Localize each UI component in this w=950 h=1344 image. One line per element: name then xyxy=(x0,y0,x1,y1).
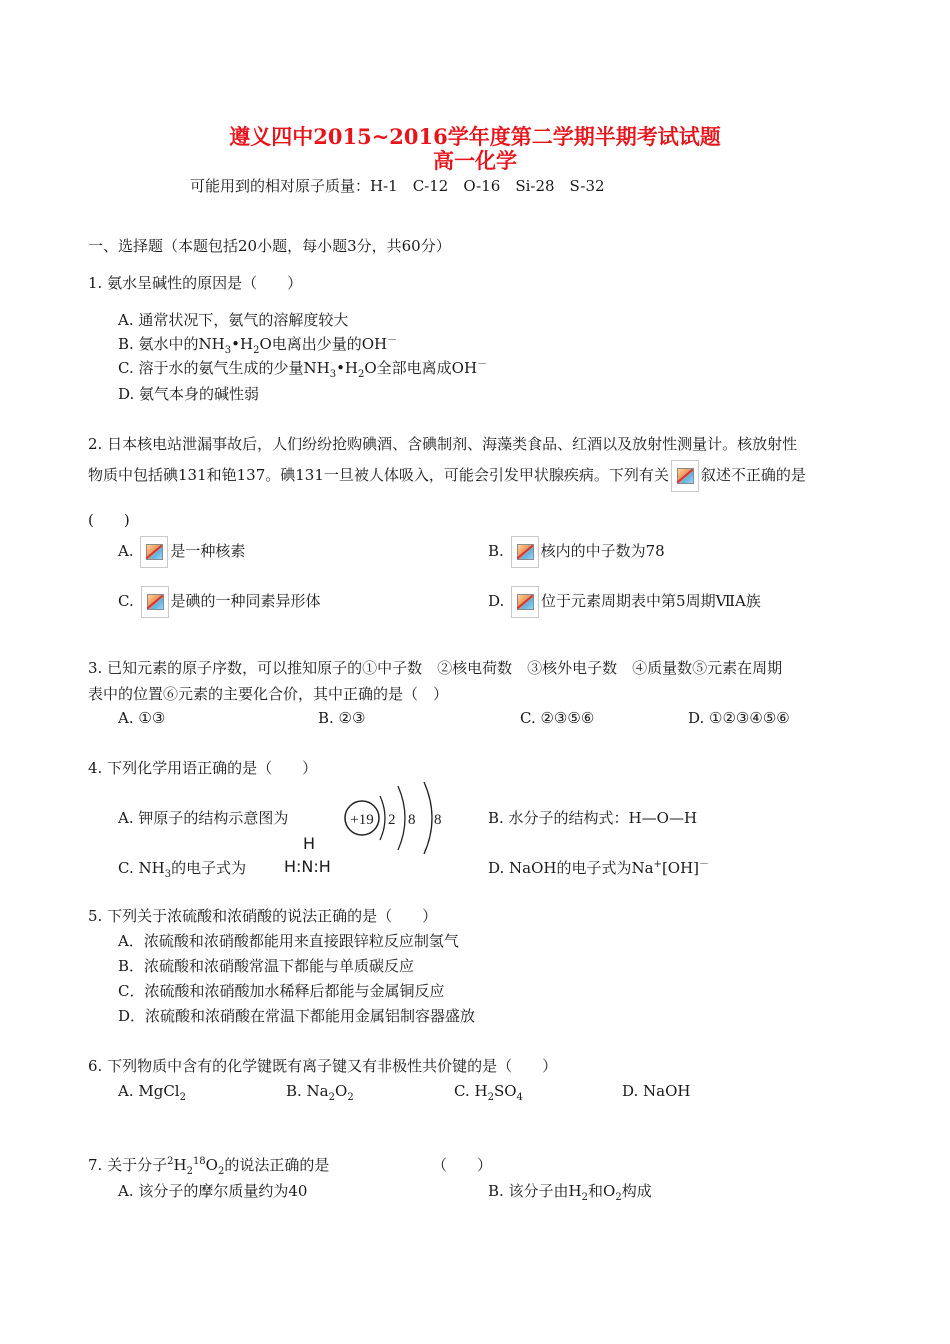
q4-option-c: C. $NH_3$的电子式为 xyxy=(118,859,247,880)
isotope-image-icon xyxy=(511,586,539,618)
shell-count: 8 xyxy=(408,812,416,828)
q6-option-b: B. $Na_2O_2$ xyxy=(286,1082,354,1103)
isotope-image-icon xyxy=(140,536,168,568)
shell-arc xyxy=(424,782,432,854)
nh3-lewis-top: H xyxy=(303,834,316,853)
q6-option-d: D. NaOH xyxy=(622,1082,691,1100)
shell-count: 2 xyxy=(388,812,396,828)
isotope-image-icon xyxy=(511,536,539,568)
q5-option-b: B．浓硫酸和浓硝酸常温下都能与单质碳反应 xyxy=(118,957,415,975)
q4-stem: 4. 下列化学用语正确的是（ ） xyxy=(88,759,318,777)
q2-line2: 物质中包括碘131和铯137。碘131一旦被人体吸入，可能会引发甲状腺疾病。下列有关 叙述不正确的是 xyxy=(88,460,806,492)
q3-option-d: D. ①②③④⑤⑥ xyxy=(688,709,790,727)
isotope-image-icon xyxy=(141,586,169,618)
shell-arc xyxy=(380,796,385,840)
q1-option-c: C. 溶于水的氨气生成的少量$NH_3•H_2O$全部电离成OH－ xyxy=(118,359,488,380)
q3-option-a: A. ①③ xyxy=(118,709,166,727)
q3-option-c: C. ②③⑤⑥ xyxy=(520,709,595,727)
q6-stem: 6. 下列物质中含有的化学键既有离子键又有非极性共价键的是（ ） xyxy=(88,1057,558,1075)
q7-answer-paren: （ ） xyxy=(432,1156,493,1174)
q3-line2: 表中的位置⑥元素的主要化合价，其中正确的是（ ） xyxy=(88,685,449,703)
q2-option-b: B. 核内的中子数为78 xyxy=(488,536,665,568)
q2-line3: ( ) xyxy=(88,511,130,529)
q5-stem: 5. 下列关于浓硫酸和浓硝酸的说法正确的是（ ） xyxy=(88,907,438,925)
atomic-masses: 可能用到的相对原子质量：H-1 C-12 O-16 Si-28 S-32 xyxy=(190,177,605,195)
subject-title: 高一化学 xyxy=(433,148,517,173)
q2-option-d: D. 位于元素周期表中第5周期ⅦA族 xyxy=(488,586,761,618)
nh3-lewis-structure: H:N:H xyxy=(284,857,331,876)
section-heading: 一、选择题（本题包括20小题，每小题3分，共60分） xyxy=(88,237,451,255)
q1-stem: 1. 氨水呈碱性的原因是（ ） xyxy=(88,274,303,292)
q2-line1: 2. 日本核电站泄漏事故后，人们纷纷抢购碘酒、含碘制剂、海藻类食品、红酒以及放射性测量计。核放射性 xyxy=(88,435,798,453)
q1-option-b: B. 氨水中的$NH_3•H_2O$电离出少量的OH－ xyxy=(118,335,398,356)
nucleus-charge: +19 xyxy=(350,812,374,828)
potassium-atom-diagram xyxy=(340,778,450,858)
shell-count: 8 xyxy=(434,812,442,828)
exam-title: 遵义四中2015~2016学年度第二学期半期考试试题 xyxy=(229,124,721,149)
q5-option-a: A．浓硫酸和浓硝酸都能用来直接跟锌粒反应制氢气 xyxy=(118,932,459,950)
q6-option-c: C. $H_2SO_4$ xyxy=(454,1082,523,1103)
q4-option-d: D. NaOH的电子式为Na+[OH]－ xyxy=(488,859,710,877)
shell-arc xyxy=(398,786,405,850)
q3-line1: 3. 已知元素的原子序数，可以推知原子的①中子数 ②核电荷数 ③核外电子数 ④质量数⑤元素在周期 xyxy=(88,659,783,677)
q1-option-d: D. 氨气本身的碱性弱 xyxy=(118,385,260,403)
q6-option-a: A. MgCl$_2$ xyxy=(118,1082,186,1103)
q7-option-b: B. 该分子由$H_2$和$O_2$构成 xyxy=(488,1182,652,1203)
q4-option-a: A. 钾原子的结构示意图为 xyxy=(118,809,289,827)
q3-option-b: B. ②③ xyxy=(318,709,366,727)
q2-option-a: A. 是一种核素 xyxy=(118,536,245,568)
q7-stem: 7. 关于分子$^2H_2^{18}O_2$的说法正确的是 xyxy=(88,1156,330,1177)
q5-option-d: D．浓硫酸和浓硝酸在常温下都能用金属铝制容器盛放 xyxy=(118,1007,476,1025)
q5-option-c: C．浓硫酸和浓硝酸加水稀释后都能与金属铜反应 xyxy=(118,982,445,1000)
q4-option-b: B. 水分子的结构式：H—O—H xyxy=(488,809,698,827)
q1-option-a: A. 通常状况下，氨气的溶解度较大 xyxy=(118,311,349,329)
q7-option-a: A. 该分子的摩尔质量约为40 xyxy=(118,1182,308,1200)
q2-option-c: C. 是碘的一种同素异形体 xyxy=(118,586,321,618)
isotope-image-icon xyxy=(671,460,699,492)
